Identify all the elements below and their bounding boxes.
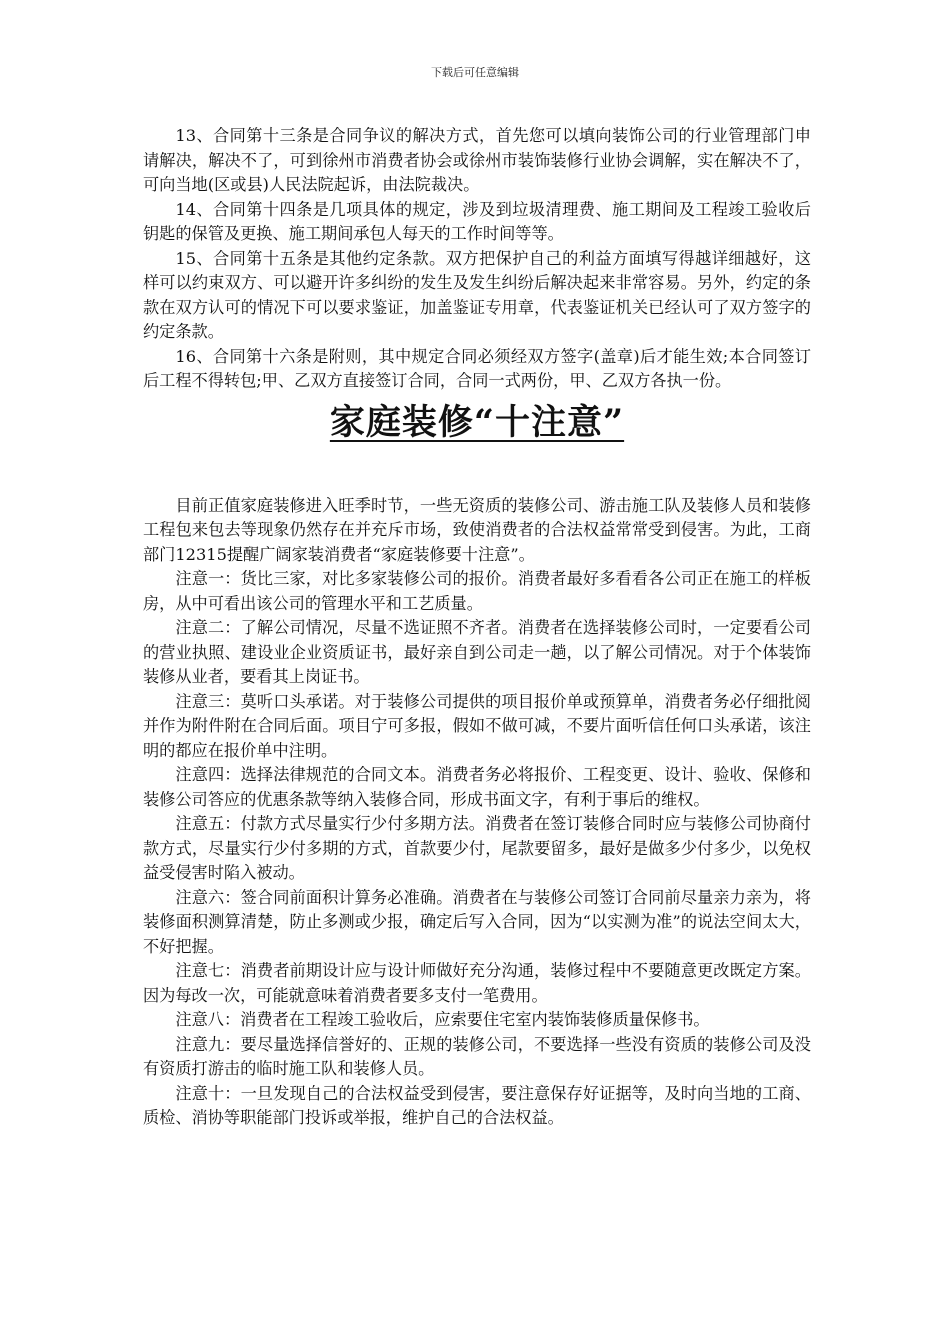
section-title-text: 家庭装修“十注意” <box>329 401 625 443</box>
note-9: 注意九：要尽量选择信誉好的、正规的装修公司，不要选择一些没有资质的装修公司及没有资质打游击的临时施工队和装修人员。 <box>143 1034 811 1078</box>
contract-item-16: 16、合同第十六条是附则，其中规定合同必须经双方签字(盖章)后才能生效;本合同签订后工程不得转包;甲、乙双方直接签订合同，合同一式两份，甲、乙双方各执一份。 <box>143 346 811 390</box>
note-3: 注意三：莫听口头承诺。对于装修公司提供的项目报价单或预算单，消费者务必仔细批阅并作为附件附在合同后面。项目宁可多报，假如不做可减，不要片面听信任何口头承诺，该注明的都应在报价单中注明。 <box>143 691 811 760</box>
contract-item-13: 13、合同第十三条是合同争议的解决方式，首先您可以填向装饰公司的行业管理部门申请解决，解决不了，可到徐州市消费者协会或徐州市装饰装修行业协会调解，实在解决不了，可向当地(区或县)人民法院起诉，由法院裁决。 <box>143 126 811 194</box>
note-10: 注意十：一旦发现自己的合法权益受到侵害，要注意保存好证据等，及时向当地的工商、质检、消协等职能部门投诉或举报，维护自己的合法权益。 <box>143 1083 811 1127</box>
spacer <box>143 448 811 494</box>
document-body <box>143 124 811 1131</box>
section-title <box>143 398 811 448</box>
note-8: 注意八：消费者在工程竣工验收后，应索要住宅室内装饰装修质量保修书。 <box>175 1010 710 1029</box>
contract-item-14: 14、合同第十四条是几项具体的规定，涉及到垃圾清理费、施工期间及工程竣工验收后钥匙的保管及更换、施工期间承包人每天的工作时间等等。 <box>143 199 811 243</box>
note-2: 注意二：了解公司情况，尽量不选证照不齐者。消费者在选择装修公司时，一定要看公司的营业执照、建设业企业资质证书，最好亲自到公司走一趟，以了解公司情况。对于个体装饰装修从业者，要看其上岗证书。 <box>143 618 811 686</box>
contract-item-15: 15、合同第十五条是其他约定条款。双方把保护自己的利益方面填写得越详细越好，这样可以约束双方、可以避开许多纠纷的发生及发生纠纷后解决起来非常容易。另外，约定的条款在双方认可的情况下可以要求鉴证，加盖鉴证专用章，代表鉴证机关已经认可了双方签字的约定条款。 <box>143 248 811 341</box>
note-7: 注意七：消费者前期设计应与设计师做好充分沟通，装修过程中不要随意更改既定方案。因为每改一次，可能就意味着消费者要多支付一笔费用。 <box>143 961 811 1005</box>
note-1: 注意一：货比三家，对比多家装修公司的报价。消费者最好多看看各公司正在施工的样板房，从中可看出该公司的管理水平和工艺质量。 <box>143 569 811 613</box>
note-4: 注意四：选择法律规范的合同文本。消费者务必将报价、工程变更、设计、验收、保修和装修公司答应的优惠条款等纳入装修合同，形成书面文字，有利于事后的维权。 <box>143 765 811 809</box>
section-intro: 目前正值家庭装修进入旺季时节，一些无资质的装修公司、游击施工队及装修人员和装修工程包来包去等现象仍然存在并充斥市场，致使消费者的合法权益常常受到侵害。为此，工商部门12315提醒广阔家装消费者“家庭装修要十注意”。 <box>143 495 811 564</box>
note-5: 注意五：付款方式尽量实行少付多期方法。消费者在签订装修合同时应与装修公司协商付款方式，尽量实行少付多期的方式，首款要少付，尾款要留多，最好是做多少付多少，以免权益受侵害时陷入被动。 <box>143 814 811 882</box>
note-6: 注意六：签合同前面积计算务必准确。消费者在与装修公司签订合同前尽量亲力亲为，将装修面积测算清楚，防止多测或少报，确定后写入合同，因为“以实测为准”的说法空间太大，不好把握。 <box>143 887 811 956</box>
page-header: 下载后可任意编辑 <box>431 66 519 79</box>
